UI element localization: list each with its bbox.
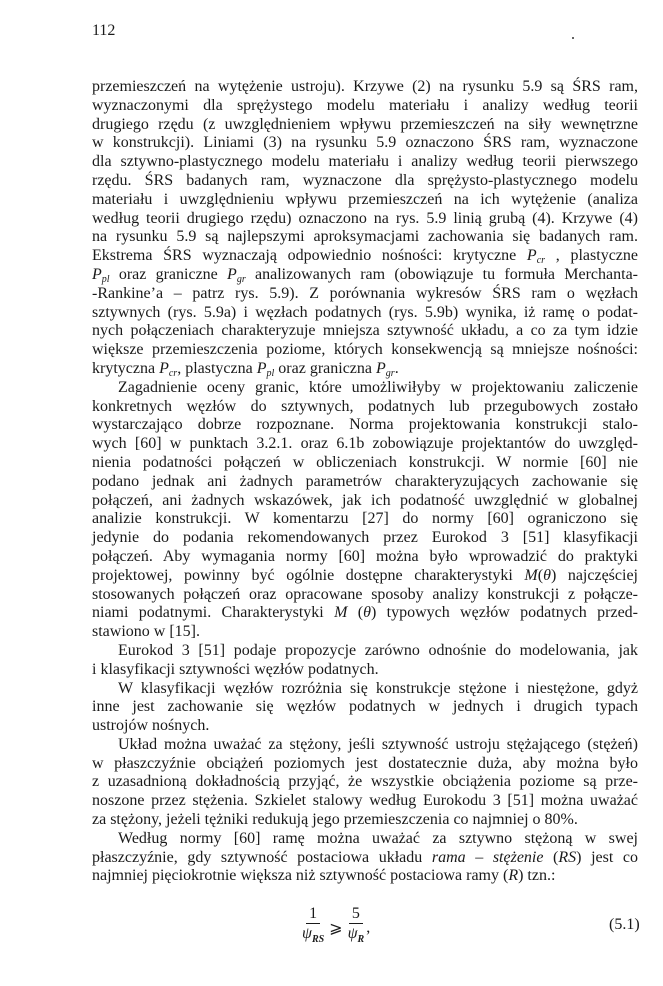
math-symbol: P — [256, 359, 267, 377]
subscript: RS — [311, 934, 325, 946]
text-run: jedynie do podania rekomendowanych przez Eurokod 3 [51] klasyfikacji — [92, 529, 638, 547]
text-run: drugiego rzędu (z uwzględnieniem wpływu przemieszczeń na siły wewnętrzne — [92, 115, 638, 133]
fraction-right — [348, 905, 365, 950]
text-run: podano jednak ani żadnych parametrów charakteryzujących zachowanie się — [92, 472, 638, 490]
math-symbol: rama – stężenie — [431, 848, 544, 866]
text-line — [92, 134, 638, 153]
text-line — [92, 586, 638, 605]
text-run: noszone przez stężenia. Szkielet stalowy według Eurokodu 3 [51] można uważać — [92, 792, 638, 810]
math-symbol: P — [376, 359, 386, 377]
text-line — [92, 604, 638, 623]
text-run: większe przemieszczenia poziome, których konsekwencją są mniejsze nośności: — [92, 341, 638, 359]
text-line — [92, 285, 638, 304]
text-line — [92, 360, 638, 379]
body-text — [92, 78, 638, 886]
text-run: z uzasadnioną dokładnością przyjąć, że wszystkie obciążenia poziome są prze- — [92, 773, 638, 791]
text-line — [92, 642, 638, 661]
math-symbol: P — [92, 265, 102, 283]
text-run: za stężony, jeżeli tężniki redukują jego przemieszczenia co najmniej o 80%. — [92, 811, 578, 829]
text-run: wyznaczonymi dla sprężystego modelu materiału i analizy według teorii — [92, 96, 638, 114]
text-run: połączeń, ani żadnych wskazówek, jak ich podatność uwzględnić w globalnej — [92, 491, 638, 509]
text-line — [92, 78, 638, 97]
page-number: 112 — [92, 22, 116, 39]
equation-5-1 — [300, 905, 370, 950]
text-run: . — [394, 359, 399, 377]
math-symbol: P — [526, 247, 537, 265]
text-run: -Rankine’a – patrz rys. 5.9). Z porównania wykresów ŚRS ram o węzłach — [92, 284, 638, 302]
subscript: R — [357, 934, 365, 946]
subscript: cr — [168, 367, 178, 379]
text-line — [92, 191, 638, 210]
print-speck — [572, 37, 574, 39]
text-line — [92, 510, 638, 529]
text-line — [92, 454, 638, 473]
text-line — [92, 529, 638, 548]
text-run: połączeń. Aby wymagania normy [60] można było wprowadzić do praktyki — [92, 547, 638, 565]
math-symbol: P — [227, 265, 237, 283]
text-line — [92, 661, 638, 680]
text-run: sztywnych (rys. 5.9a) i węzłach podatnych (rys. 5.9b) wynika, iż ramę o podat- — [92, 303, 638, 321]
subscript: cr — [536, 255, 546, 267]
text-line — [92, 210, 638, 229]
text-run: oraz graniczna — [274, 359, 377, 377]
text-line — [92, 266, 638, 285]
text-run: konkretnych węzłów do sztywnych, podatnych lub przegubowych zostało — [92, 397, 638, 415]
text-run: przemieszczeń na wytężenie ustroju). Krzywe (2) na rysunku 5.9 są ŚRS ram, — [92, 78, 638, 95]
text-run: Według normy [60] ramę można uważać za sztywno stężoną w swej — [118, 829, 638, 847]
denominator — [348, 924, 365, 950]
text-run: materiału i uwzględnieniu wpływu przemieszczeń na ich wytężenie (analiza — [92, 190, 638, 208]
subscript: pl — [266, 367, 275, 379]
math-symbol: R — [508, 867, 519, 885]
text-line — [92, 97, 638, 116]
text-run: analizie konstrukcji. W komentarzu [27] do normy [60] ograniczono się — [92, 510, 638, 528]
text-line — [92, 548, 638, 567]
text-line — [92, 435, 638, 454]
relation-symbol: ⩾ — [329, 919, 343, 937]
numerator: 5 — [349, 905, 363, 924]
text-line — [92, 322, 638, 341]
text-line — [92, 398, 638, 417]
text-run: i klasyfikacji sztywności węzłów podatnych. — [92, 660, 379, 678]
text-line — [92, 247, 638, 266]
text-run: inne jest zachowanie się węzłów podatnych w jednych i drugich typach — [92, 698, 638, 716]
subscript: pl — [101, 273, 110, 285]
math-symbol: P — [159, 359, 169, 377]
text-run: ) jest co — [576, 848, 638, 866]
text-line — [92, 228, 638, 247]
subscript: gr — [385, 367, 395, 379]
text-run: ) tzn.: — [518, 867, 556, 885]
denominator — [302, 924, 324, 950]
text-run: krytyczna — [92, 359, 160, 377]
text-run: , plastyczne — [545, 247, 638, 265]
text-line — [92, 116, 638, 135]
text-line — [92, 623, 638, 642]
text-run: niami podatnymi. Charakterystyki — [92, 604, 335, 622]
math-symbol: M — [334, 604, 348, 622]
text-line — [92, 680, 638, 699]
text-line — [92, 717, 638, 736]
text-run: nych połączeniach charakteryzuje mniejsza sztywność układu, a co za tym idzie — [92, 322, 638, 340]
text-line — [92, 416, 638, 435]
numerator: 1 — [306, 905, 320, 924]
text-line — [92, 379, 638, 398]
text-run: nienia podatności połączeń w obliczeniach konstrukcji. W normie [60] nie — [92, 453, 638, 471]
text-run: projektowej, powinny być ogólnie dostępne charakterystyki — [92, 566, 525, 584]
text-run: Układ można uważać za stężony, jeśli sztywność ustroju stężającego (stężeń) — [118, 735, 638, 753]
text-run: ) najczęściej — [550, 566, 639, 584]
text-line — [92, 153, 638, 172]
math-symbol: θ — [363, 604, 371, 622]
text-run: W klasyfikacji węzłów rozróżnia się konstrukcje stężone i niestężone, gdyż — [118, 679, 638, 697]
text-line — [92, 473, 638, 492]
math-symbol: θ — [543, 566, 551, 584]
text-line — [92, 698, 638, 717]
text-run: rzędu. ŚRS badanych ram, wyznaczone dla sprężysto-plastycznego modelu — [92, 171, 638, 189]
text-line — [92, 867, 638, 886]
text-line — [92, 830, 638, 849]
text-run: na rysunku 5.9 są najlepszymi aproksymacjami zachowania się badanych ram. — [92, 228, 638, 246]
text-run: wystarczająco dobrze rozpoznane. Norma projektowania konstrukcji stalo- — [92, 416, 638, 434]
text-run: ) typowych węzłów podatnych przed- — [370, 604, 638, 622]
text-line — [92, 492, 638, 511]
equation-number: (5.1) — [609, 916, 640, 933]
text-line — [92, 341, 638, 360]
text-line — [92, 755, 638, 774]
text-line — [92, 792, 638, 811]
text-run: ( — [537, 566, 544, 584]
text-run: według teorii drugiego rzędu) oznaczono na rys. 5.9 linią grubą (4). Krzywe (4) — [92, 209, 638, 227]
text-run: Zagadnienie oceny granic, które umożliwiłyby w projektowaniu zaliczenie — [118, 378, 638, 396]
text-run: , plastyczna — [177, 359, 257, 377]
text-line — [92, 304, 638, 323]
text-run: dla sztywno-plastycznego modelu materiału i analizy według teorii pierwszego — [92, 153, 638, 171]
text-line — [92, 849, 638, 868]
psi-symbol: ψ — [347, 925, 358, 942]
text-line — [92, 567, 638, 586]
text-run: stawiono w [15]. — [92, 623, 200, 641]
text-run: Eurokod 3 [51] podaje propozycje zarówno odnośnie do modelowania, jak — [118, 641, 638, 659]
text-line — [92, 773, 638, 792]
text-run: ustrojów nośnych. — [92, 717, 210, 735]
text-line — [92, 736, 638, 755]
text-run: oraz graniczne — [109, 265, 228, 283]
text-run: ( — [347, 604, 364, 622]
text-line — [92, 811, 638, 830]
subscript: gr — [236, 273, 246, 285]
text-run: w konstrukcji). Liniami (3) na rysunku 5.9 oznaczono ŚRS ram, wyznaczone — [92, 134, 638, 152]
text-run: stosowanych połączeń oraz opracowane sposoby analizy konstrukcji z połącze- — [92, 585, 638, 603]
text-run: Ekstrema ŚRS wyznaczają odpowiednio nośności: krytyczne — [92, 247, 527, 265]
text-line — [92, 172, 638, 191]
psi-symbol: ψ — [302, 925, 312, 942]
equation-comma: , — [366, 918, 371, 936]
text-run: ( — [543, 848, 559, 866]
text-run: analizowanych ram (obowiązuje tu formuła Merchanta- — [245, 265, 638, 283]
text-run: płaszczyźnie, gdy sztywność postaciowa układu — [92, 848, 432, 866]
math-symbol: M — [524, 566, 538, 584]
text-run: w płaszczyźnie obciążeń poziomych jest dostatecznie duża, aby można było — [92, 754, 638, 772]
fraction-left — [302, 905, 324, 950]
text-run: wych [60] w punktach 3.2.1. oraz 6.1b zobowiązuje projektantów do uwzględ- — [92, 435, 638, 453]
text-run: najmniej pięciokrotnie większa niż sztywność postaciowa ramy ( — [92, 867, 509, 885]
math-symbol: RS — [558, 848, 577, 866]
